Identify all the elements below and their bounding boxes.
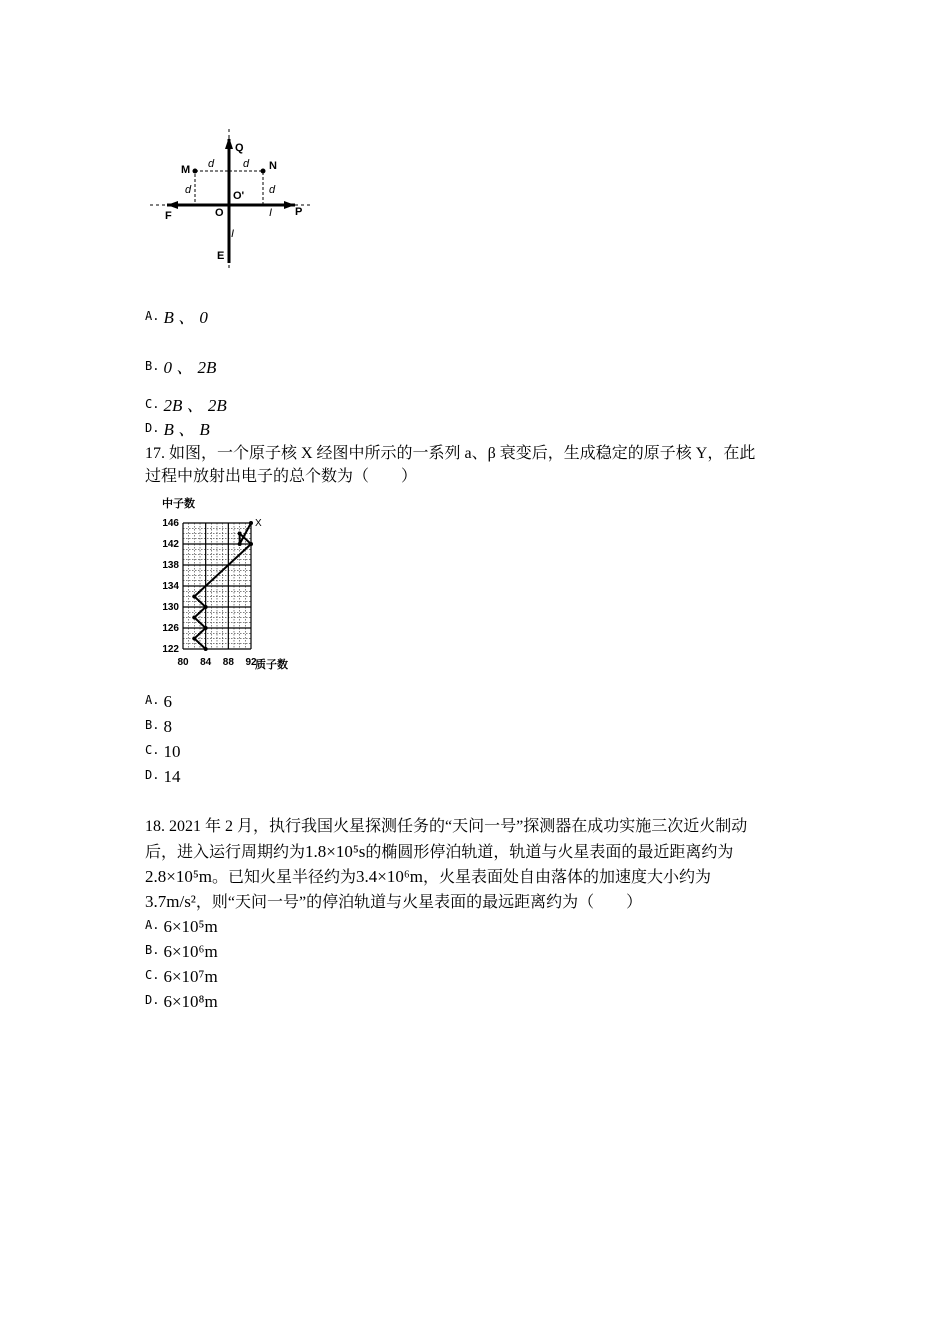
y-tick-label: 142 — [162, 539, 179, 550]
label-M: M — [181, 164, 191, 176]
q17-option-d[interactable]: D. 14 — [145, 767, 181, 786]
data-point — [204, 626, 208, 630]
y-tick-label: 126 — [162, 623, 179, 634]
label-P: P — [295, 206, 303, 218]
option-text: B 、 0 — [163, 308, 208, 327]
x-tick-label: 80 — [177, 657, 189, 668]
option-text: 6 — [163, 692, 172, 711]
point-label-X: X — [255, 518, 262, 529]
label-d1: d — [208, 158, 215, 170]
option-text: 0 、 2B — [163, 358, 217, 377]
option-text: 6×10⁸m — [163, 992, 218, 1011]
x-tick-label: 88 — [222, 657, 234, 668]
x-tick-label: 84 — [200, 657, 212, 668]
label-d2: d — [243, 158, 250, 170]
label-I-v: I — [231, 228, 235, 240]
option-text: 6×10⁶m — [163, 942, 218, 961]
data-point — [204, 605, 208, 609]
label-I-h: I — [269, 207, 273, 219]
q18-option-d[interactable]: D. 6×10⁸m — [145, 992, 218, 1011]
label-O: O — [215, 207, 224, 219]
y-tick-label: 130 — [162, 602, 179, 613]
data-point — [238, 542, 242, 546]
option-text: 2B 、 2B — [163, 396, 227, 415]
data-point — [204, 647, 208, 651]
magnetic-field-figure — [145, 125, 315, 275]
q18-stem-line4: 3.7m/s²，则“天问一号”的停泊轨道与火星表面的最远距离约为（ ） — [145, 892, 643, 911]
q18-stem-line3: 2.8×10⁵m。已知火星半径约为3.4×10⁶m，火星表面处自由落体的加速度大小约为 — [145, 867, 712, 886]
q18-option-b[interactable]: B. 6×10⁶m — [145, 942, 218, 961]
label-O-prime: O' — [233, 190, 245, 202]
option-text: B 、 B — [163, 420, 210, 439]
q16-option-d[interactable]: D. B 、 B — [145, 420, 210, 439]
q17-option-c[interactable]: C. 10 — [145, 742, 181, 761]
q17-stem-line1: 17. 如图，一个原子核 X 经图中所示的一系列 a、β 衰变后，生成稳定的原子核 Y，在此 — [145, 445, 756, 462]
decay-chart — [145, 493, 315, 683]
label-N: N — [269, 160, 277, 172]
y-tick-label: 134 — [162, 581, 179, 592]
option-text: 10 — [163, 742, 181, 761]
chart-xlabel: 质子数 — [255, 659, 288, 671]
data-point — [238, 532, 242, 536]
option-text: 6×10⁷m — [163, 967, 218, 986]
q18-stem-line2: 后，进入运行周期约为1.8×10⁵s的椭圆形停泊轨道，轨道与火星表面的最近距离约为 — [145, 842, 734, 861]
q17-stem-line2: 过程中放射出电子的总个数为（ ） — [145, 468, 418, 485]
data-point — [249, 521, 253, 525]
q18-stem-line1: 18. 2021 年 2 月，执行我国火星探测任务的“天问一号”探测器在成功实施三次近火制动 — [145, 818, 748, 835]
data-point — [192, 595, 196, 599]
data-point — [192, 616, 196, 620]
y-tick-label: 138 — [162, 560, 179, 571]
data-point — [249, 542, 253, 546]
q16-option-c[interactable]: C. 2B 、 2B — [145, 396, 227, 415]
q18-option-c[interactable]: C. 6×10⁷m — [145, 967, 218, 986]
label-E: E — [217, 250, 225, 262]
label-d3: d — [185, 184, 192, 196]
q17-option-b[interactable]: B. 8 — [145, 717, 172, 736]
x-tick-label: 92 — [245, 657, 257, 668]
q18-option-a[interactable]: A. 6×10⁵m — [145, 917, 218, 936]
data-point — [192, 637, 196, 641]
q16-option-a[interactable]: A. B 、 0 — [145, 308, 208, 327]
option-text: 14 — [163, 767, 181, 786]
option-text: 6×10⁵m — [163, 917, 218, 936]
q16-option-b[interactable]: B. 0 、 2B — [145, 358, 217, 377]
label-Q: Q — [235, 142, 244, 154]
label-d4: d — [269, 184, 276, 196]
label-F: F — [165, 210, 172, 222]
option-text: 8 — [163, 717, 172, 736]
chart-ylabel: 中子数 — [162, 498, 195, 510]
y-tick-label: 146 — [162, 518, 179, 529]
y-tick-label: 122 — [162, 644, 179, 655]
q17-option-a[interactable]: A. 6 — [145, 692, 172, 711]
